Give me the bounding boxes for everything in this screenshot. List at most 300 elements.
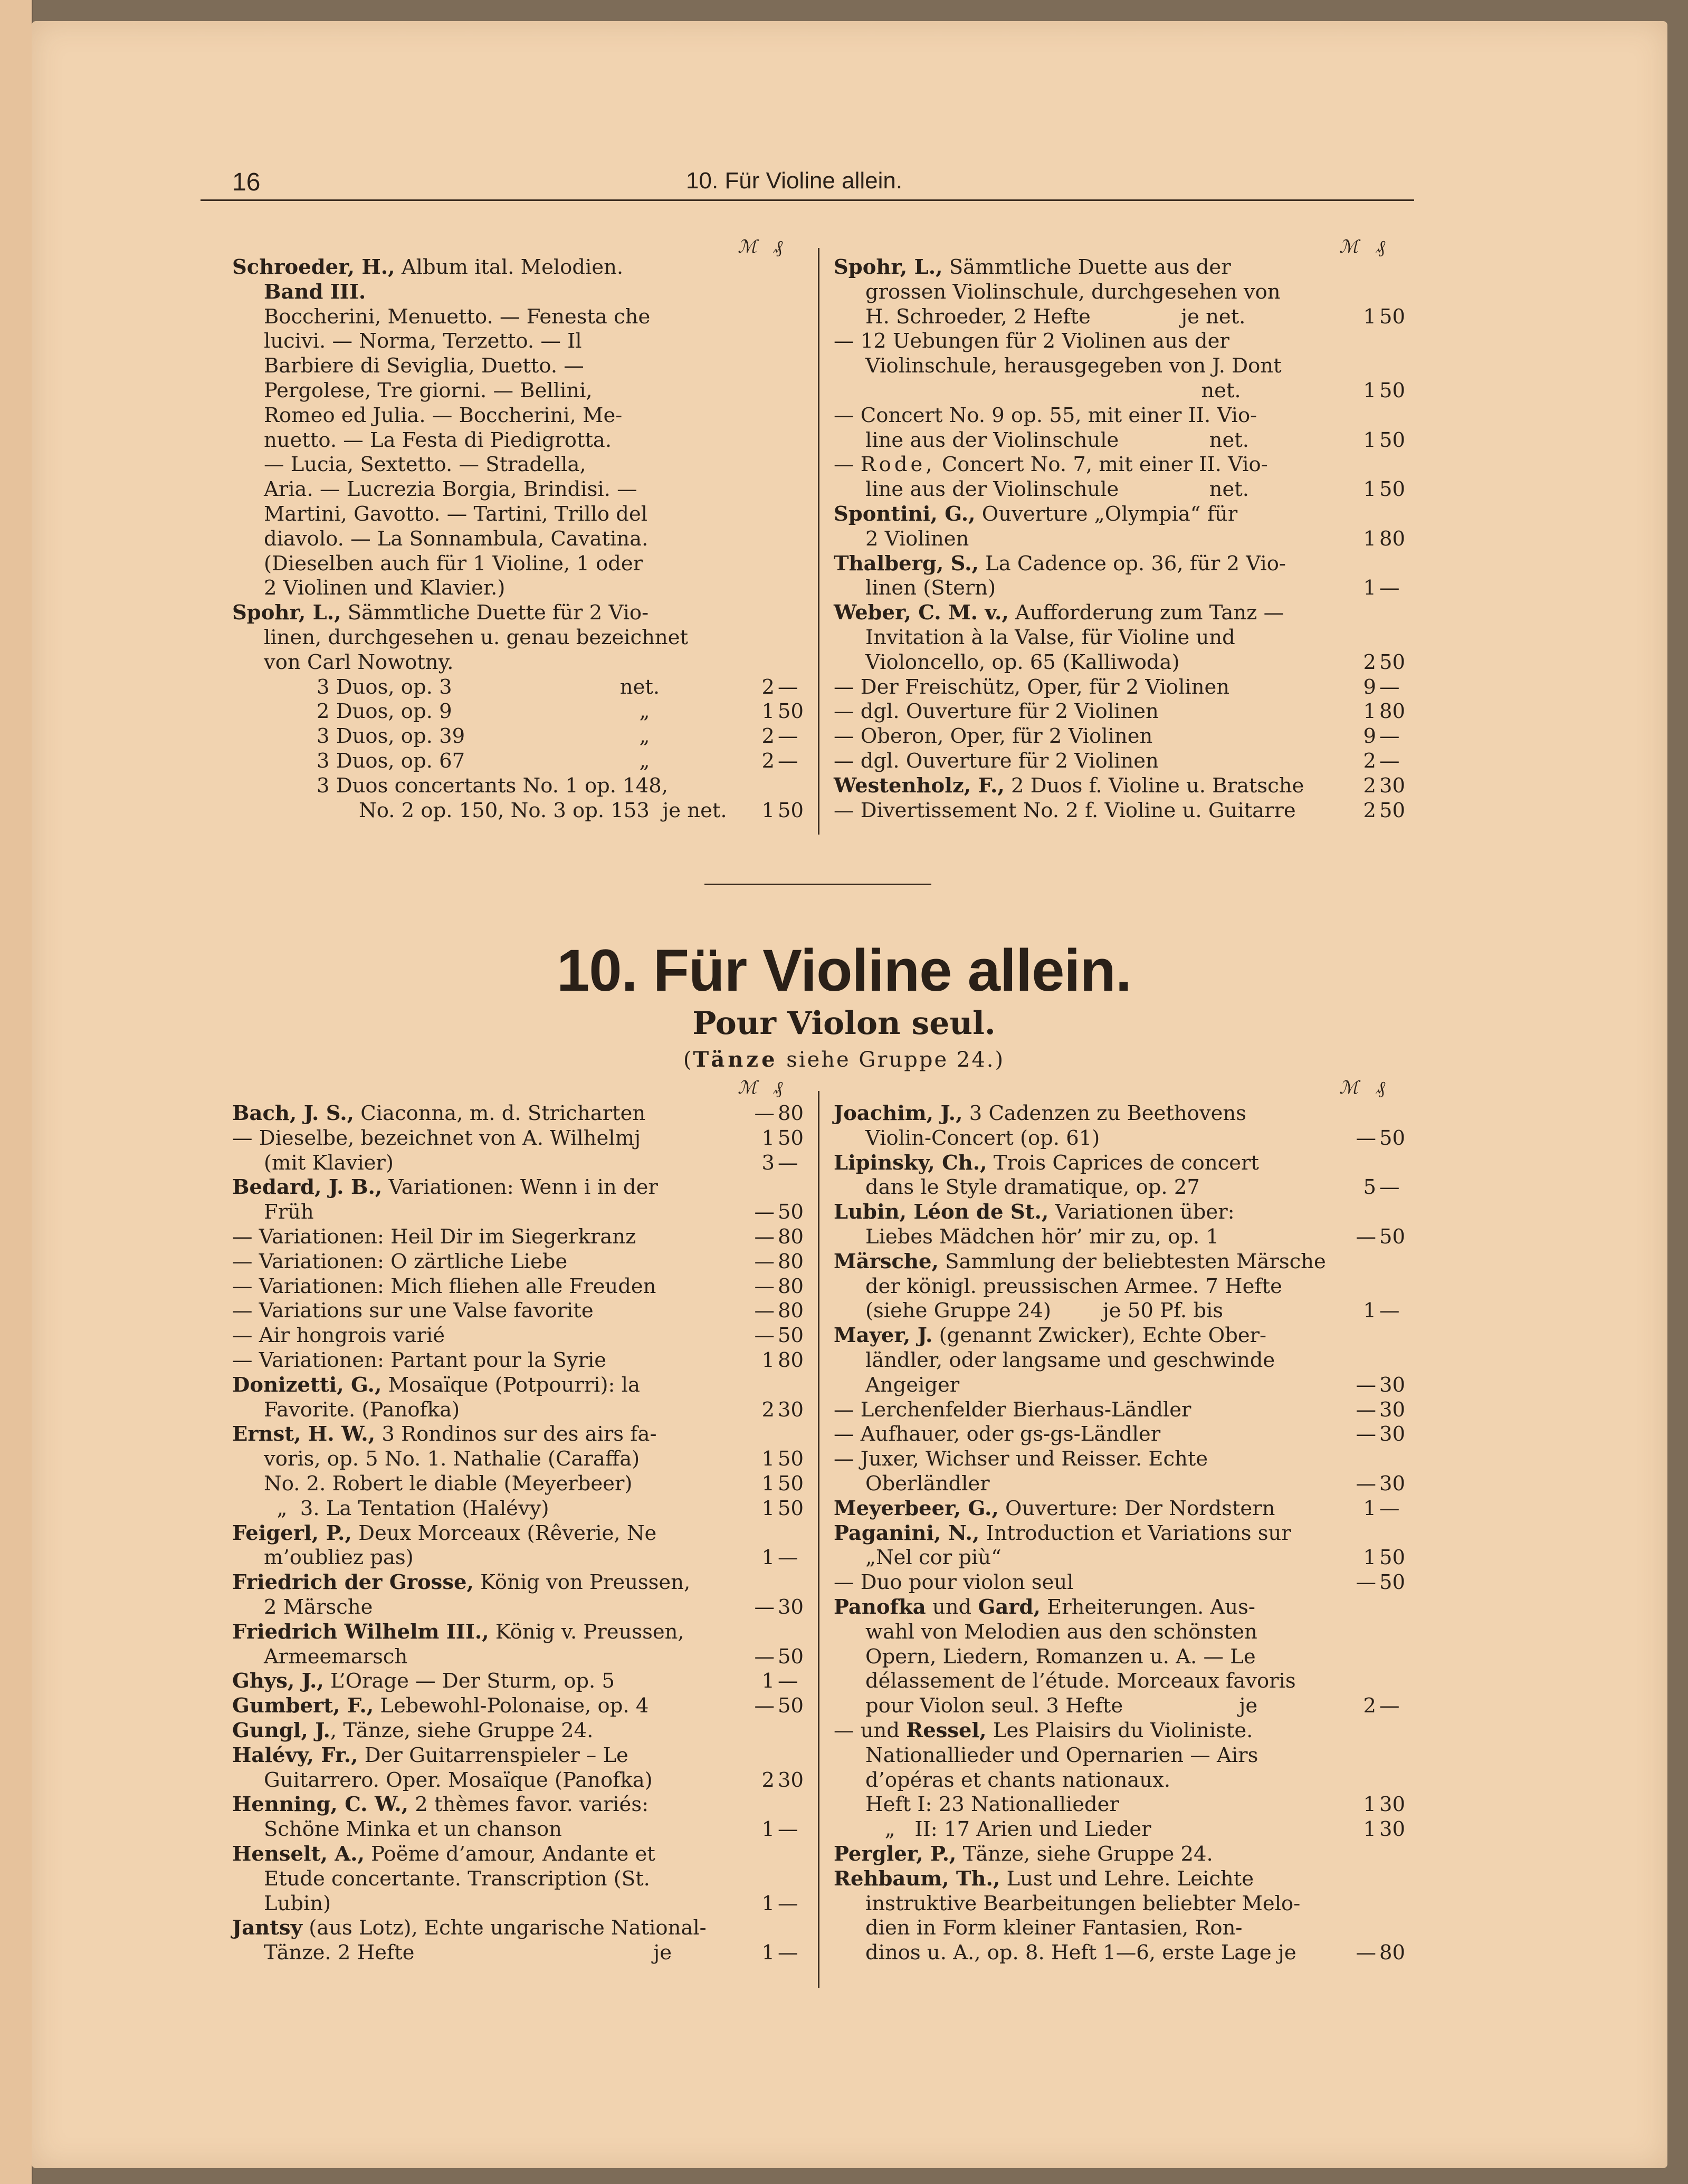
entry-title: Liebes Mädchen hör’ mir zu, op. 1 [865,1224,1219,1249]
catalog-entry-line [232,1225,807,1250]
entry-title: — und [834,1718,907,1742]
price-pfennig: 50 [778,1324,804,1348]
entry-text [834,1842,1213,1867]
entry-text [865,1275,1282,1299]
price-pfennig: — [1379,1694,1400,1718]
price-pfennig: 50 [778,1644,804,1669]
entry-text [264,404,622,428]
entry-text [834,329,1229,354]
entry-title: und [926,1595,978,1619]
entry-title: (genannt Zwicker), Echte Ober- [932,1324,1267,1348]
entry-text [865,379,1241,404]
catalog-entry-line [834,1447,1409,1472]
entry-text [359,799,727,823]
price-pfennig: 50 [1379,650,1405,674]
entry-text [317,774,668,799]
entry-text [232,1521,656,1546]
catalog-entry-line [834,1842,1409,1867]
catalog-entry-line [232,1101,807,1126]
entry-text [264,1447,640,1472]
entry-text [834,1497,1275,1521]
composer-name: Jantsy [232,1916,302,1940]
price-marks: — [1356,1397,1376,1422]
entry-text [232,1719,593,1744]
price-pfennig: 30 [1379,1471,1405,1496]
price-marks: — [1356,1373,1376,1397]
entry-title: (siehe Gruppe 24) je 50 Pf. bis [865,1299,1224,1323]
price-marks: — [754,1595,775,1619]
catalog-entry-line [232,1916,807,1941]
catalog-entry-line [834,749,1409,774]
composer-name: Spohr, L., [232,601,341,625]
price-pfennig: 50 [1379,1570,1405,1595]
catalog-entry-line [232,1348,807,1373]
catalog-entry-line [232,1941,807,1966]
entry-title: diavolo. — La Sonnambula, Cavatina. [264,526,649,551]
price-marks: — [754,1324,775,1348]
entry-text [264,477,637,502]
entry-text [264,1595,373,1620]
section-subtitle: Pour Violon seul. [692,1005,996,1042]
price-pfennig: 50 [778,1496,804,1520]
entry-title: No. 2. Robert le diable (Meyerbeer) [264,1471,633,1496]
top-left-column [232,255,807,823]
catalog-entry-line [232,404,807,428]
composer-name: Donizetti, G., [232,1373,382,1397]
price-pfennig: — [778,724,798,749]
composer-name: Friedrich der Grosse, [232,1570,474,1595]
entry-text [834,1151,1259,1176]
entry-text [865,576,996,601]
page-header [201,168,1414,201]
price-pfennig: 80 [778,1274,804,1298]
entry-title: — Divertissement No. 2 f. Violine u. Guitarre [834,798,1296,822]
catalog-entry-line [232,749,807,774]
catalog-entry-line [834,1348,1409,1373]
price-marks: 3 [761,1151,775,1175]
catalog-entry-line [834,1620,1409,1645]
entry-title: — Juxer, Wichser und Reisser. Echte [834,1447,1208,1471]
price-pfennig: 30 [1379,1373,1405,1397]
entry-title: linen, durchgesehen u. genau bezeichnet [264,625,688,649]
entry-title: 2 Duos f. Violine u. Bratsche [1004,773,1304,798]
composer-name: Lubin, Léon de St., [834,1200,1049,1224]
price-pfennig: 80 [778,1299,804,1323]
entry-title: 3 Duos, op. 67 „ [317,749,650,773]
entry-title: m’oubliez pas) [264,1546,414,1570]
pf-currency-header: ₰ [774,1077,783,1098]
entry-text [264,1892,331,1917]
composer-name: Ressel, [906,1718,987,1742]
catalog-entry-line [232,576,807,601]
entry-title: Tänze, siehe Gruppe 24. [956,1842,1213,1866]
price-marks: 1 [761,1447,775,1471]
entry-title: Martini, Gavotto. — Tartini, Trillo del [264,502,648,526]
price-pfennig: 50 [1379,477,1405,502]
price-pfennig: — [778,1817,798,1842]
price-marks: 9 [1363,675,1376,699]
entry-text [232,1793,649,1817]
entry-title: La Cadence op. 36, für 2 Vio- [978,551,1286,576]
entry-text [264,650,453,675]
catalog-entry-line [834,329,1409,354]
entry-text [865,1768,1170,1793]
catalog-entry-line [232,1595,807,1620]
catalog-entry-line [232,1768,807,1793]
entry-text [232,1620,684,1645]
catalog-entry-line [834,1892,1409,1917]
section-note [0,1047,1688,1072]
price-marks: 1 [761,1546,775,1570]
price-pfennig: 30 [778,1595,804,1619]
catalog-entry-line [232,626,807,650]
entry-text [865,1126,1100,1151]
entry-title: Ciaconna, m. d. Stricharten [354,1101,646,1125]
catalog-entry-line [834,724,1409,749]
price-pfennig: — [1379,1175,1400,1200]
entry-title: 2 Märsche [264,1595,373,1619]
price-marks: — [754,1224,775,1249]
entry-text [834,700,1159,724]
entry-title: „ II: 17 Arien und Lieder [865,1817,1151,1842]
price-pfennig: 50 [1379,798,1405,822]
pf-currency-header: ₰ [774,236,783,257]
composer-name: Panofka [834,1595,926,1619]
entry-title: Mosaïque (Potpourri): la [382,1373,640,1397]
entry-title: Schöne Minka et un chanson [264,1817,562,1842]
entry-title: dien in Form kleiner Fantasien, Ron- [865,1916,1243,1940]
column-rule [818,248,819,835]
catalog-entry-line [232,1324,807,1348]
catalog-entry-line [834,1546,1409,1570]
entry-text [865,1892,1300,1917]
catalog-entry-line [232,1250,807,1275]
composer-name: Weber, C. M. v., [834,601,1009,625]
price-pfennig: — [1379,1299,1400,1323]
catalog-entry-line [232,1521,807,1546]
composer-name: Henselt, A., [232,1842,365,1866]
price-marks: — [1356,1471,1376,1496]
composer-name: Westenholz, F., [834,773,1005,798]
entry-text [264,305,650,330]
catalog-entry-line [232,675,807,700]
composer-name: Spontini, G., [834,502,976,526]
entry-text [865,477,1249,502]
page-number: 16 [232,168,261,196]
entry-title: — Dieselbe, bezeichnet von A. Wilhelmj [232,1126,641,1150]
entry-text [865,1817,1151,1842]
price-marks: 1 [761,1891,775,1915]
price-marks: 5 [1363,1175,1376,1200]
price-marks: 9 [1363,724,1376,749]
catalog-entry-line [232,1299,807,1324]
price-marks: 2 [1363,773,1376,798]
entry-text [264,1546,414,1570]
catalog-entry-line [232,1546,807,1570]
price-pfennig: — [778,1941,798,1965]
catalog-entry-line [834,1941,1409,1966]
entry-title: Variationen über: [1048,1200,1235,1224]
catalog-entry-line [232,255,807,280]
catalog-entry-line [834,1916,1409,1941]
entry-title: Opern, Liedern, Romanzen u. A. — Le [865,1644,1256,1669]
mark-currency-header: ℳ [738,236,757,257]
entry-title: (mit Klavier) [264,1151,394,1175]
catalog-entry-line [232,1422,807,1447]
catalog-entry-line [232,502,807,527]
composer-name: Paganini, N., [834,1521,980,1545]
entry-text [834,404,1257,428]
price-pfennig: — [778,1151,798,1175]
catalog-entry-line [232,1570,807,1595]
composer-name: Meyerbeer, G., [834,1496,999,1520]
price-pfennig: 30 [1379,1397,1405,1422]
catalog-entry-line [834,1719,1409,1744]
entry-title: — Lerchenfelder Bierhaus-Ländler [834,1397,1191,1422]
entry-text [264,1817,562,1842]
price-marks: 2 [761,749,775,773]
composer-name: Friedrich Wilhelm III., [232,1620,489,1644]
section-divider [704,884,931,885]
price-marks: 1 [1363,1817,1376,1842]
entry-title: „ 3. La Tentation (Halévy) [264,1496,549,1520]
catalog-entry-line [232,1373,807,1398]
composer-name: Bach, J. S., [232,1101,354,1125]
entry-title: Guitarrero. Oper. Mosaïque (Panofka) [264,1768,653,1792]
entry-text [264,1151,394,1176]
entry-title: (Dieselben auch für 1 Violine, 1 oder [264,551,643,576]
entry-text [865,1916,1242,1941]
entry-title: Lebewohl-Polonaise, op. 4 [374,1694,649,1718]
catalog-entry-line [232,1817,807,1842]
composer-name: Gumbert, F., [232,1694,374,1718]
entry-text [834,552,1286,577]
entry-title: Lust und Lehre. Leichte [1000,1866,1254,1891]
entry-title: voris, op. 5 No. 1. Nathalie (Caraffa) [264,1447,640,1471]
price-marks: 1 [761,1126,775,1150]
entry-text [264,502,647,527]
composer-name: Henning, C. W., [232,1793,409,1817]
catalog-entry-line [834,601,1409,626]
entry-title: Introduction et Variations sur [979,1521,1291,1545]
price-marks: 1 [761,700,775,724]
catalog-entry-line [232,799,807,823]
entry-title: Tänze. 2 Hefte je [264,1941,672,1965]
column-rule [818,1091,819,1988]
price-marks: — [754,1101,775,1125]
entry-text [264,453,586,477]
price-pfennig: 50 [1379,428,1405,452]
catalog-entry-line [232,1472,807,1497]
catalog-entry-line [834,354,1409,379]
composer-name: Band III. [264,280,366,304]
catalog-entry-line [232,1694,807,1719]
catalog-entry-line [834,502,1409,527]
entry-title: Aufforderung zum Tanz — [1008,601,1284,625]
entry-text [865,650,1180,675]
price-marks: 2 [1363,650,1376,674]
section-title: 10. Für Violine allein. [556,937,1132,1003]
catalog-entry-line [834,576,1409,601]
price-marks: 2 [761,1397,775,1422]
price-marks: 1 [761,798,775,822]
entry-text [317,724,650,749]
entry-text [865,428,1249,453]
entry-title: wahl von Melodien aus den schönsten [865,1620,1257,1644]
entry-text [834,799,1296,823]
entry-title: Sämmtliche Duette aus der [942,255,1231,279]
composer-name: Ghys, J., [232,1669,324,1693]
mark-currency-header: ℳ [1339,236,1359,257]
catalog-entry-line [834,1867,1409,1892]
entry-title: — Concert No. 9 op. 55, mit einer II. Vio- [834,403,1257,427]
catalog-entry-line [232,1398,807,1423]
price-marks: 2 [1363,1694,1376,1718]
entry-text [264,1941,672,1966]
price-pfennig: 80 [778,1101,804,1125]
entry-title: König v. Preussen, [489,1620,684,1644]
composer-name: Joachim, J., [834,1101,963,1125]
entry-title: Sammlung der beliebtesten Märsche [938,1249,1326,1273]
catalog-entry-line [834,1151,1409,1176]
price-marks: 1 [1363,428,1376,452]
price-pfennig: 50 [1379,1126,1405,1150]
entry-text [865,1546,1002,1570]
price-marks: — [1356,1570,1376,1595]
price-pfennig: 50 [778,1471,804,1496]
running-title: 10. Für Violine allein. [686,168,903,194]
entry-title: — [834,453,861,477]
price-marks: — [1356,1224,1376,1249]
entry-title: — dgl. Ouverture für 2 Violinen [834,749,1159,773]
top-right-column [834,255,1409,823]
catalog-entry-line [834,1373,1409,1398]
entry-text [232,1275,656,1299]
catalog-entry-line [834,1126,1409,1151]
entry-title: Pergolese, Tre giorni. — Bellini, [264,378,593,403]
entry-text [834,1521,1291,1546]
entry-title: pour Violon seul. 3 Hefte je [865,1694,1258,1718]
entry-title: — Variationen: Mich fliehen alle Freuden [232,1274,656,1298]
entry-text [264,354,584,379]
entry-title: — Variationen: Heil Dir im Siegerkranz [232,1224,636,1249]
catalog-entry-line [232,354,807,379]
entry-text [865,1620,1257,1645]
price-pfennig: 80 [778,1249,804,1273]
price-pfennig: 30 [1379,1793,1405,1817]
entry-title: 2 Violinen [865,526,969,551]
entry-text [264,1497,549,1521]
entry-text [834,502,1237,527]
price-pfennig: 50 [1379,378,1405,403]
entry-title: Früh [264,1200,314,1224]
catalog-entry-line [834,1472,1409,1497]
left-gutter [0,0,33,2184]
catalog-entry-line [232,1842,807,1867]
entry-title: — Aufhauer, oder gs-gs-Ländler [834,1422,1161,1447]
price-pfennig: — [1379,675,1400,699]
composer-name: Halévy, Fr., [232,1743,358,1767]
entry-text [834,1250,1326,1275]
catalog-entry-line [232,774,807,799]
entry-title: 3 Duos, op. 3 net. [317,675,660,699]
entry-title: Violinschule, herausgegeben von J. Dont [865,354,1282,378]
entry-text [232,1744,628,1768]
catalog-entry-line [834,700,1409,724]
price-marks: 1 [1363,526,1376,551]
entry-title: Ouverture „Olympia“ für [975,502,1238,526]
catalog-entry-line [834,453,1409,477]
entry-text [232,1101,645,1126]
entry-text [865,1225,1219,1250]
entry-title: Les Plaisirs du Violiniste. [986,1718,1253,1742]
entry-title: Armeemarsch [264,1644,408,1669]
catalog-entry-line [232,1867,807,1892]
catalog-entry-line [232,1793,807,1817]
price-marks: 1 [761,1941,775,1965]
entry-title: — dgl. Ouverture für 2 Violinen [834,700,1159,724]
entry-text [834,774,1304,799]
entry-title: 3 Duos concertants No. 1 op. 148, [317,773,668,798]
catalog-entry-line [834,1299,1409,1324]
composer-name: Mayer, J. [834,1324,933,1348]
entry-title: Der Guitarrenspieler – Le [358,1743,628,1767]
price-pfennig: 80 [778,1348,804,1372]
entry-title: König von Preussen, [473,1570,691,1595]
composer-name: Pergler, P., [834,1842,957,1866]
entry-title: Oberländler [865,1471,990,1496]
price-marks: — [1356,1941,1376,1965]
catalog-entry-line [834,1570,1409,1595]
entry-text [865,1744,1258,1768]
price-pfennig: 80 [1379,526,1405,551]
catalog-entry-line [834,1275,1409,1299]
entry-title: Boccherini, Menuetto. — Fenesta che [264,304,651,329]
catalog-entry-line [834,675,1409,700]
entry-title: Variationen: Wenn i in der [382,1175,658,1200]
entry-title: Trois Caprices de concert [987,1151,1259,1175]
catalog-entry-line [232,1645,807,1670]
entry-title: grossen Violinschule, durchgesehen von [865,280,1281,304]
entry-title: L’Orage — Der Sturm, op. 5 [323,1669,615,1693]
catalog-entry-line [232,527,807,552]
entry-text [834,1101,1246,1126]
composer-name: Rehbaum, Th., [834,1866,1000,1891]
price-pfennig: 80 [1379,700,1405,724]
price-pfennig: — [778,675,798,699]
catalog-entry-line [232,305,807,330]
catalog-entry-line [834,305,1409,330]
entry-text [834,255,1231,280]
pf-currency-header: ₰ [1376,236,1385,257]
entry-title: Deux Morceaux (Rêverie, Ne [351,1521,657,1545]
entry-title: — Lucia, Sextetto. — Stradella, [264,453,586,477]
catalog-entry-line [232,1447,807,1472]
entry-title: Album ital. Melodien. [395,255,624,279]
entry-text [264,379,593,404]
price-pfennig: 50 [778,1447,804,1471]
catalog-entry-line [232,1497,807,1521]
entry-text [865,1645,1256,1670]
entry-title: — Air hongrois varié [232,1324,445,1348]
entry-title: „Nel cor più“ [865,1546,1002,1570]
catalog-entry-line [834,527,1409,552]
entry-title: der königl. preussischen Armee. 7 Hefte [865,1274,1282,1298]
price-pfennig: — [1379,749,1400,773]
entry-text [232,1175,658,1200]
entry-text [264,1200,314,1225]
entry-title: line aus der Violinschule net. [865,428,1249,452]
